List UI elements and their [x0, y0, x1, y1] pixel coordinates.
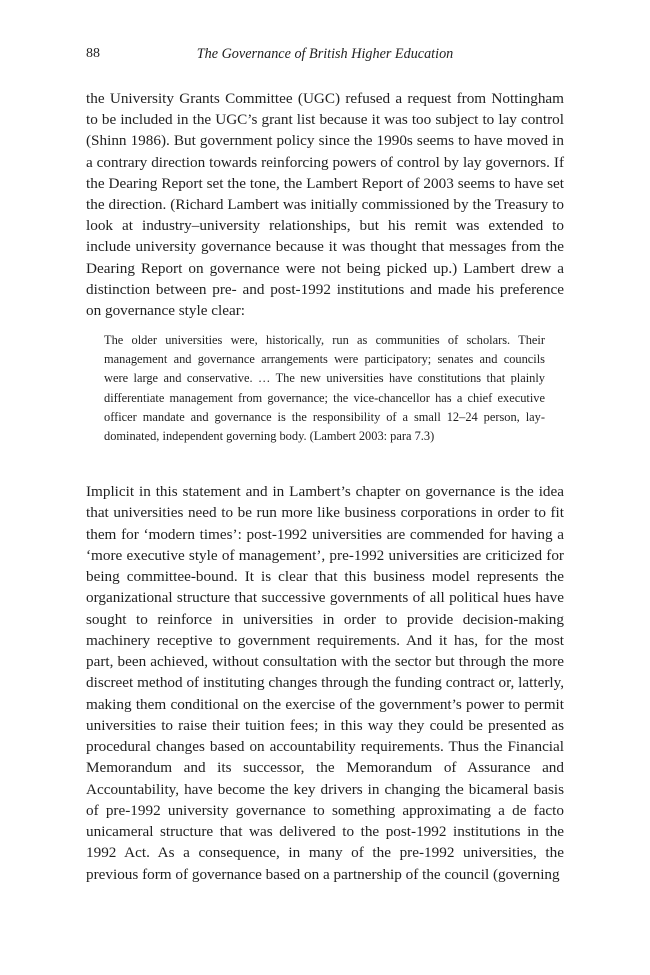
body-paragraph-2: Implicit in this statement and in Lambert’s chapter on governance is the idea that universities need to be run more like business corporations in order to fit them for ‘modern times’: post-1992 universities are commended for having a ‘more executive style of management’, pre-1992 universities are criticized for being committee-bound. It is clear that this business model represents the organizational structure that successive governments of all political hues have sought to reinforce in universities in order to provide decision-making machinery receptive to government requirements. And it has, for the most part, been achieved, without consultation with the sector but through the more discreet method of instituting changes through the funding contract or, latterly, making them conditional on the exercise of the government’s power to permit universities to raise their tuition fees; in this way they could be presented as procedural changes based on accountability requirements. Thus the Financial Memorandum and its successor, the Memorandum of Assurance and Accountability, have become the key drivers in changing the bicameral basis of pre-1992 university governance to something approximating a de facto unicameral structure that was delivered to the post-1992 institutions in the 1992 Act. As a consequence, in many of the pre-1992 universities, the previous form of governance based on a partnership of the council (governing: [86, 483, 564, 883]
block-quote: The older universities were, historically, run as communities of scholars. Their management and governance arrangements were participatory; senates and councils were large and conservative. … The new universities have constitutions that plainly differentiate management from governance; the vice-chancellor has a chief executive officer mandate and governance is the responsibility of a small 12–24 person, lay-dominated, independent governing body. (Lambert 2003: para 7.3): [104, 333, 545, 444]
running-header: [86, 44, 564, 64]
body-paragraph-1: the University Grants Committee (UGC) refused a request from Nottingham to be included in the UGC’s grant list because it was too subject to lay control (Shinn 1986). But government policy since the 1990s seems to have moved in a contrary direction towards reinforcing powers of control by lay governors. If the Dearing Report set the tone, the Lambert Report of 2003 seems to have set the direction. (Richard Lambert was initially commissioned by the Treasury to look at industry–university relationships, but his remit was extended to include university governance because it was thought that messages from the Dearing Report on governance were not being picked up.) Lambert drew a distinction between pre- and post-1992 institutions and made his preference on governance style clear:: [86, 90, 564, 320]
running-title: The Governance of British Higher Education: [196, 46, 454, 62]
page-number: 88: [86, 46, 100, 61]
